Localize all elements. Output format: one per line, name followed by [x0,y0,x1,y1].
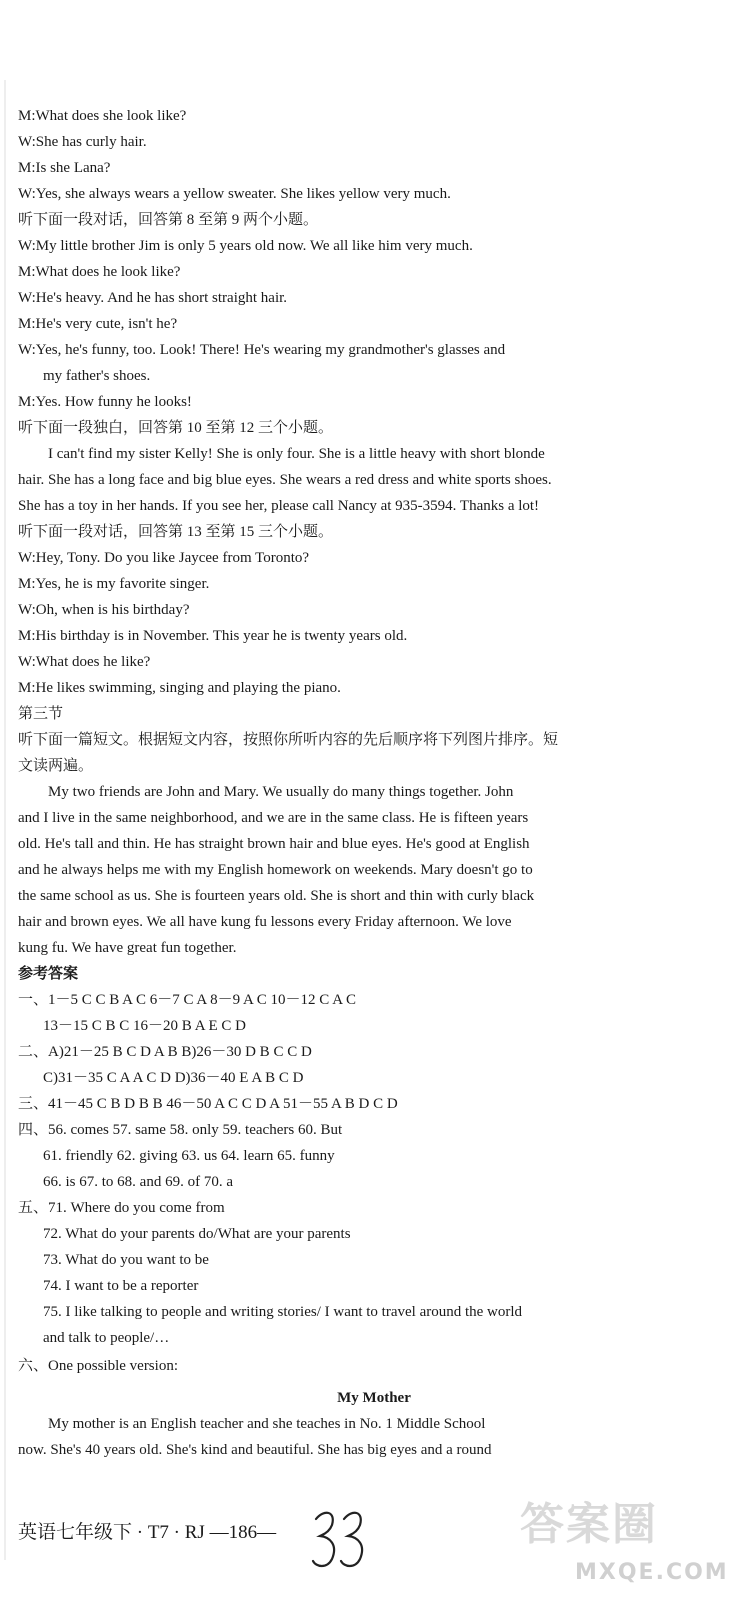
text-line: M:Is she Lana? [18,160,111,176]
text-line: M:His birthday is in November. This year he is twenty years old. [18,628,408,644]
answer-line: 75. I like talking to people and writing stories/ I want to travel around the world [43,1304,523,1320]
answer-line: C)31－35 C A A C D D)36－40 E A B C D [43,1070,304,1086]
text-line: hair and brown eyes. We all have kung fu lessons every Friday afternoon. We love [18,914,512,930]
text-line: and he always helps me with my English homework on weekends. Mary doesn't go to [18,862,533,878]
answer-key-heading: 参考答案 [18,966,79,982]
text-line: the same school as us. She is fourteen years old. She is short and thin with curly black [18,888,535,904]
section-instruction: 文读两遍。 [18,758,94,774]
section-instruction: 听下面一段对话，回答第 8 至第 9 两个小题。 [18,212,319,228]
text-line: W:What does he like? [18,654,151,670]
text-line: M:Yes. How funny he looks! [18,394,192,410]
text-line: W:He's heavy. And he has short straight hair. [18,290,288,306]
text-line: hair. She has a long face and big blue eyes. She wears a red dress and white sports shoes. [18,472,552,488]
text-line: M:Yes, he is my favorite singer. [18,576,210,592]
text-line: My two friends are John and Mary. We usually do many things together. John [48,784,514,800]
text-line: old. He's tall and thin. He has straight brown hair and blue eyes. He's good at English [18,836,530,852]
answer-line: 74. I want to be a reporter [43,1278,199,1294]
text-line: W:Yes, he's funny, too. Look! There! He's wearing my grandmother's glasses and [18,342,506,358]
text-line: M:What does she look like? [18,108,187,124]
answer-line: 六、One possible version: [18,1358,178,1374]
text-line: and I live in the same neighborhood, and we are in the same class. He is fifteen years [18,810,529,826]
answer-line: 二、A)21－25 B C D A B B)26－30 D B C C D [18,1044,312,1060]
text-line: now. She's 40 years old. She's kind and beautiful. She has big eyes and a round [18,1442,492,1458]
text-line: W:Oh, when is his birthday? [18,602,190,618]
text-line: I can't find my sister Kelly! She is only four. She is a little heavy with short blonde [48,446,545,462]
section-instruction: 听下面一篇短文。根据短文内容，按照你所听内容的先后顺序将下列图片排序。短 [18,732,559,748]
answer-line: 13－15 C B C 16－20 B A E C D [43,1018,246,1034]
answer-line: 72. What do your parents do/What are your parents [43,1226,351,1242]
text-line: M:He likes swimming, singing and playing the piano. [18,680,341,696]
text-line: My mother is an English teacher and she teaches in No. 1 Middle School [48,1416,486,1432]
text-line: W:My little brother Jim is only 5 years old now. We all like him very much. [18,238,473,254]
page-footer: 英语七年级下 · T7 · RJ —186— [18,1522,277,1543]
text-line: W:Yes, she always wears a yellow sweater. She likes yellow very much. [18,186,451,202]
handwritten-page-number [310,1505,370,1575]
text-line: M:He's very cute, isn't he? [18,316,178,332]
answer-line: 三、41－45 C B D B B 46－50 A C C D A 51－55 A B D C D [18,1096,398,1112]
text-line: She has a toy in her hands. If you see her, please call Nancy at 935-3594. Thanks a lot! [18,498,540,514]
answer-line: and talk to people/… [43,1330,170,1346]
answer-line: 四、56. comes 57. same 58. only 59. teachers 60. But [18,1122,343,1138]
answer-line: 五、71. Where do you come from [18,1200,225,1216]
section-instruction: 听下面一段独白，回答第 10 至第 12 三个小题。 [18,420,334,436]
essay-title: My Mother [337,1390,411,1406]
text-line: kung fu. We have great fun together. [18,940,237,956]
answer-line: 一、1－5 C C B A C 6－7 C A 8－9 A C 10－12 C A C [18,992,356,1008]
answer-line: 73. What do you want to be [43,1252,209,1268]
text-line: M:What does he look like? [18,264,181,280]
section-heading: 第三节 [18,706,64,722]
watermark-url: MXQE.COM [575,1560,729,1585]
section-instruction: 听下面一段对话，回答第 13 至第 15 三个小题。 [18,524,334,540]
text-line: W:She has curly hair. [18,134,147,150]
page-edge-shadow [4,80,6,1560]
answer-line: 61. friendly 62. giving 63. us 64. learn 65. funny [43,1148,335,1164]
text-line: W:Hey, Tony. Do you like Jaycee from Toronto? [18,550,310,566]
answer-line: 66. is 67. to 68. and 69. of 70. a [43,1174,233,1190]
text-line: my father's shoes. [43,368,151,384]
watermark-logo: 答案圈 [520,1499,658,1550]
